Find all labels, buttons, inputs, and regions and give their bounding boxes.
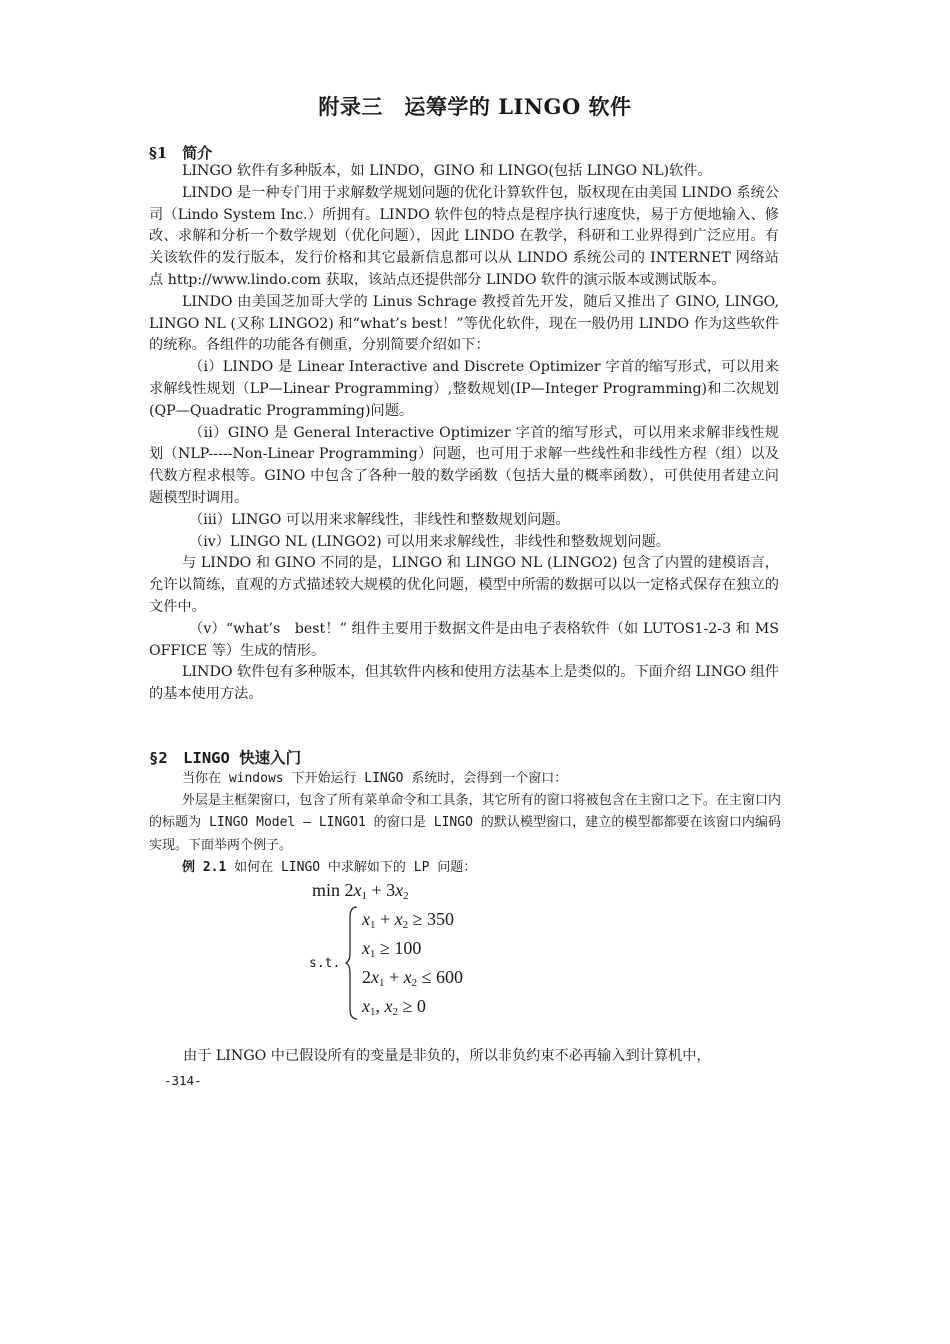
- paragraph: 当你在 windows 下开始运行 LINGO 系统时，会得到一个窗口：: [182, 771, 568, 786]
- constraint-brace: [345, 905, 359, 1021]
- paragraph: （iii）LINGO 可以用来求解线性，非线性和整数规划问题。: [189, 511, 570, 528]
- paragraph: （iv）LINGO NL (LINGO2) 可以用来求解线性，非线性和整数规划问题。: [189, 533, 670, 550]
- section-1-body: [149, 161, 779, 706]
- constraint-3: $2x_1 + x_2 \le 600$: [362, 967, 464, 989]
- st-label: s.t.: [309, 956, 341, 971]
- paragraph: 与 LINDO 和 GINO 不同的是，LINGO 和 LINGO NL (LINGO2) 包含了内置的建模语言，允许以简练，直观的方式描述较大规模的优化问题，模型中所需的数据可以以一定格式保存在独立的文件中。: [149, 555, 779, 615]
- objective-function: $\min 2x_1 + 3x_2$: [312, 880, 409, 902]
- paragraph: （v）“what’s best！” 组件主要用于数据文件是由电子表格软件（如 LUTOS1-2-3 和 MS OFFICE 等）生成的情形。: [149, 620, 779, 659]
- example-line: [149, 857, 781, 879]
- paragraph: 由于 LINGO 中已假设所有的变量是非负的，所以非负约束不必再输入到计算机中，: [183, 1048, 711, 1064]
- page-number: -314-: [164, 1073, 202, 1088]
- paragraph: LINDO 由美国芝加哥大学的 Linus Schrage 教授首先开发，随后又推出了 GINO, LINGO, LINGO NL (又称 LINGO2) 和“what’s best！”等优化软件，现在一般仍用 LINDO 作为这些软件的统称。各组件的功能各有侧重，分别简要介绍如下：: [149, 293, 779, 354]
- section-1-heading: §1 简介: [149, 144, 213, 162]
- paragraph: LINDO 是一种专门用于求解数学规划问题的优化计算软件包，版权现在由美国 LINDO 系统公司（Lindo System Inc.）所拥有。LINDO 软件包的特点是程序执行速度快，易于方便地输入、修改、求解和分析一个数学规划（优化问题），因此 LINDO 在教学，科研和工业界得到广泛应用。有关该软件的发行版本，发行价格和其它最新信息都可以从 LINDO 系统公司的 INTERNET 网络站点 http://www.lindo.com 获取，该站点还提供部分 LINDO 软件的演示版本或测试版本。: [149, 184, 779, 288]
- constraint-2: $x_1 \ge 100$: [362, 938, 422, 960]
- section-2-body: [149, 768, 781, 879]
- page-title: 附录三 运筹学的 LINGO 软件: [318, 94, 632, 119]
- constraint-4: $x_1$, $x_2 \ge 0$: [362, 996, 426, 1018]
- paragraph: （i）LINDO 是 Linear Interactive and Discrete Optimizer 字首的缩写形式，可以用来求解线性规划（LP—Linear Programming）,整数规划(IP—Integer Programming)和二次规划(QP—Quadratic Programming)问题。: [149, 359, 779, 419]
- paragraph: LINDO 软件包有多种版本，但其软件内核和使用方法基本上是类似的。下面介绍 LINGO 组件的基本使用方法。: [149, 664, 779, 703]
- paragraph: （ii）GINO 是 General Interactive Optimizer 字首的缩写形式，可以用来求解非线性规划（NLP-----Non-Linear Programming）问题，也可用于求解一些线性和非线性方程（组）以及代数方程求根等。GINO 中包含了各种一般的数学函数（包括大量的概率函数），可供使用者建立问题模型时调用。: [149, 424, 779, 506]
- constraint-1: $x_1 + x_2 \ge 350$: [362, 909, 455, 931]
- section-2-heading: §2 LINGO 快速入门: [149, 749, 302, 767]
- example-label: 例 2.1: [182, 859, 227, 875]
- paragraph: 外层是主框架窗口，包含了所有菜单命令和工具条，其它所有的窗口将被包含在主窗口之下。在主窗口内的标题为 LINGO Model – LINGO1 的窗口是 LINGO 的默认模型窗口，建立的模型都都要在该窗口内编码实现。下面举两个例子。: [149, 793, 781, 853]
- example-text: 如何在 LINGO 中求解如下的 LP 问题：: [226, 859, 477, 875]
- paragraph: LINGO 软件有多种版本，如 LINDO，GINO 和 LINGO(包括 LINGO NL)软件。: [182, 163, 712, 179]
